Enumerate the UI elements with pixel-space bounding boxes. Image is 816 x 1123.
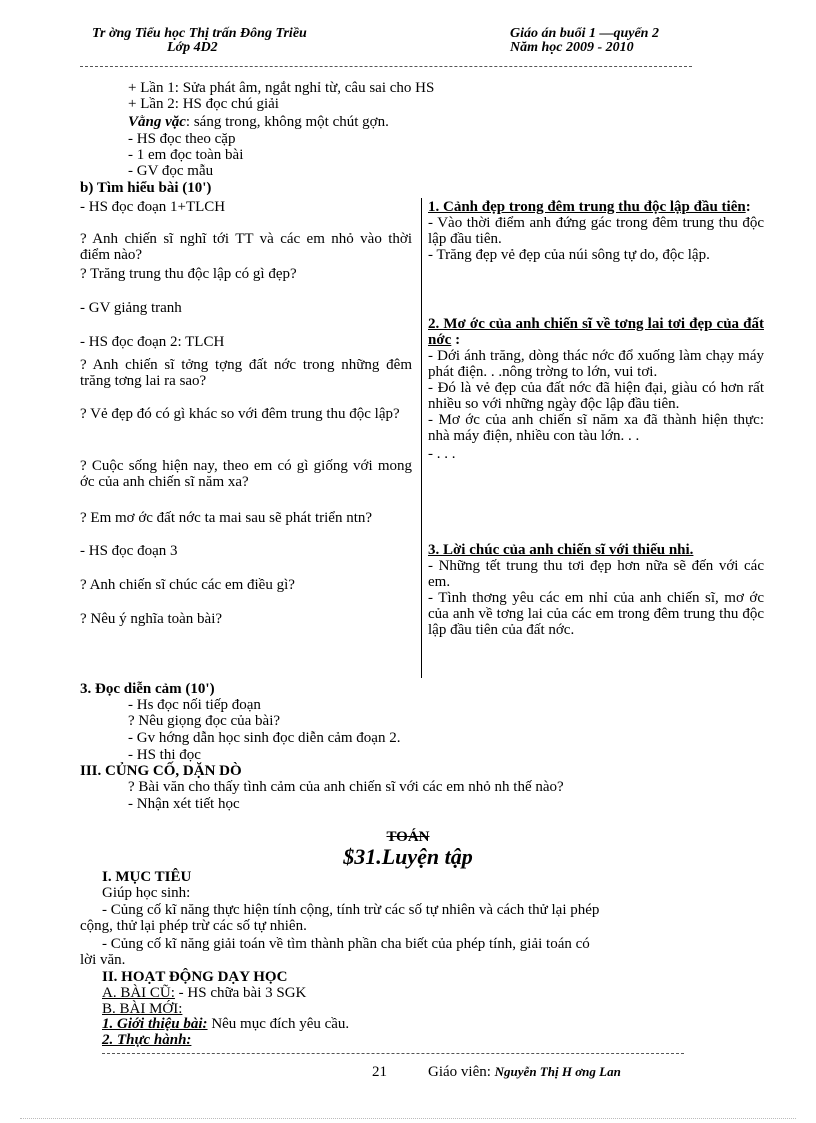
footer-teacher: Giáo viên: Nguyễn Thị H ơng Lan [428, 1064, 621, 1080]
right-heading-1: 1. Cảnh đẹp trong đêm trung thu độc lập đầu tiên: [428, 199, 751, 215]
objective-1a: - Củng cố kĩ năng thực hiện tính cộng, tính trừ các số tự nhiên và cách thử lại phép [102, 902, 600, 918]
left-item-5: - HS đọc đoạn 2: TLCH [80, 334, 225, 350]
right-para-3: - Dới ánh trăng, dòng thác nớc đổ xuống làm chạy máy phát điện. . .nông trờng to lớn, vui tơi. [428, 348, 764, 380]
header-class: Lớp 4D2 [167, 40, 218, 55]
vocab-meaning: : sáng trong, không một chút gợn. [185, 114, 389, 130]
header-school: Tr ờng Tiểu học Thị trấn Đông Triều [92, 26, 307, 41]
section-b-title: b) Tìm hiểu bài (10') [80, 180, 212, 196]
right-para-1: - Vào thời điểm anh đứng gác trong đêm trung thu độc lập đầu tiên. [428, 215, 764, 247]
activity-step-2: 2. Thực hành: [102, 1032, 192, 1048]
objectives-intro: Giúp học sinh: [102, 885, 191, 901]
reading-line-3: - GV đọc mẫu [128, 163, 214, 179]
subject-title: TOÁN [386, 829, 430, 845]
right-heading-2: 2. Mơ ớc của anh chiến sĩ về tơng lai tơi đẹp của đất nớc : [428, 316, 764, 348]
left-item-4: - GV giảng tranh [80, 300, 182, 316]
objective-1b: cộng, thử lại phép trừ các số tự nhiên. [80, 918, 307, 934]
section-3-line-4: - HS thi đọc [128, 747, 201, 763]
lesson-title: $31.Luyện tập [343, 844, 473, 869]
left-item-6: ? Anh chiến sĩ tởng tợng đất nớc trong những đêm trăng tơng lai ra sao? [80, 357, 412, 389]
section-3-line-1: - Hs đọc nối tiếp đoạn [128, 697, 261, 713]
right-para-8: - Tình thơng yêu các em nhỉ của anh chiến sĩ, mơ ớc của anh về tơng lai của các em trong đêm trung thu độc lập đầu tiên của đất nớc. [428, 590, 764, 638]
right-para-7: - Những tết trung thu tơi đẹp hơn nữa sẽ đến với các em. [428, 558, 764, 590]
right-para-2: - Trăng đẹp vẻ đẹp của núi sông tự do, độc lập. [428, 247, 710, 263]
column-separator [421, 198, 422, 678]
header-divider [80, 66, 692, 67]
objective-2a: - Củng cố kĩ năng giải toán về tìm thành phần cha biết của phép tính, giải toán có [102, 936, 590, 952]
section-3-line-2: ? Nêu giọng đọc của bài? [128, 713, 281, 729]
left-item-10: - HS đọc đoạn 3 [80, 543, 178, 559]
section-iii-line-2: - Nhận xét tiết học [128, 796, 240, 812]
objective-2b: lời văn. [80, 952, 126, 968]
objectives-title: I. MỤC TIÊU [102, 869, 192, 885]
left-item-1: - HS đọc đoạn 1+TLCH [80, 199, 226, 215]
activity-a: A. BÀI CŨ: - HS chữa bài 3 SGK [102, 985, 307, 1001]
activity-step-1: 1. Giới thiệu bài: Nêu mục đích yêu cầu. [102, 1016, 350, 1032]
section-iii-title: III. CỦNG CỐ, DẶN DÒ [80, 763, 242, 779]
left-item-3: ? Trăng trung thu độc lập có gì đẹp? [80, 266, 297, 282]
section-3-title: 3. Đọc diễn cảm (10') [80, 681, 215, 697]
left-column [80, 199, 412, 215]
page-edge [20, 1118, 796, 1119]
footer-divider [102, 1053, 684, 1054]
vocab-line [128, 114, 389, 130]
left-item-12: ? Nêu ý nghĩa toàn bài? [80, 611, 223, 627]
page-number: 21 [372, 1064, 387, 1080]
intro-line-2: + Lần 2: HS đọc chú giải [128, 96, 279, 112]
vocab-word: Vằng vặc [128, 114, 186, 130]
left-item-8: ? Cuộc sống hiện nay, theo em có gì giống với mong ớc của anh chiến sĩ năm xa? [80, 458, 412, 490]
header-plan: Giáo án buổi 1 —quyển 2 [510, 26, 659, 41]
reading-line-1: - HS đọc theo cặp [128, 131, 236, 147]
right-column [428, 199, 764, 263]
left-item-11: ? Anh chiến sĩ chúc các em điều gì? [80, 577, 295, 593]
left-item-9: ? Em mơ ớc đất nớc ta mai sau sẽ phát triển ntn? [80, 510, 373, 526]
intro-line-1: + Lần 1: Sửa phát âm, ngắt nghỉ từ, câu sai cho HS [128, 80, 435, 96]
right-heading-3: 3. Lời chúc của anh chiến sĩ với thiếu nhi. [428, 542, 694, 558]
header-year: Năm học 2009 - 2010 [510, 40, 634, 55]
right-para-5: - Mơ ớc của anh chiến sĩ năm xa đã thành hiện thực: nhà máy điện, nhiều con tàu lớn. . . [428, 412, 764, 444]
right-para-6: - . . . [428, 446, 456, 462]
section-3-line-3: - Gv hớng dẫn học sinh đọc diễn cảm đoạn 2. [128, 730, 401, 746]
teacher-signature: Nguyễn Thị H ơng Lan [494, 1064, 621, 1079]
right-para-4: - Đó là vẻ đẹp của đất nớc đã hiện đại, giàu có hơn rất nhiều so với những ngày độc lập đầu tiên. [428, 380, 764, 412]
left-item-2: ? Anh chiến sĩ nghĩ tới TT và các em nhỏ vào thời điểm nào? [80, 231, 412, 263]
left-item-7: ? Vẻ đẹp đó có gì khác so với đêm trung thu độc lập? [80, 406, 400, 422]
reading-line-2: - 1 em đọc toàn bài [128, 147, 244, 163]
section-iii-line-1: ? Bài văn cho thấy tình cảm của anh chiến sĩ với các em nhỏ nh thế nào? [128, 779, 564, 795]
activity-b: B. BÀI MỚI: [102, 1001, 183, 1017]
activities-title: II. HOẠT ĐỘNG DẠY HỌC [102, 969, 288, 985]
